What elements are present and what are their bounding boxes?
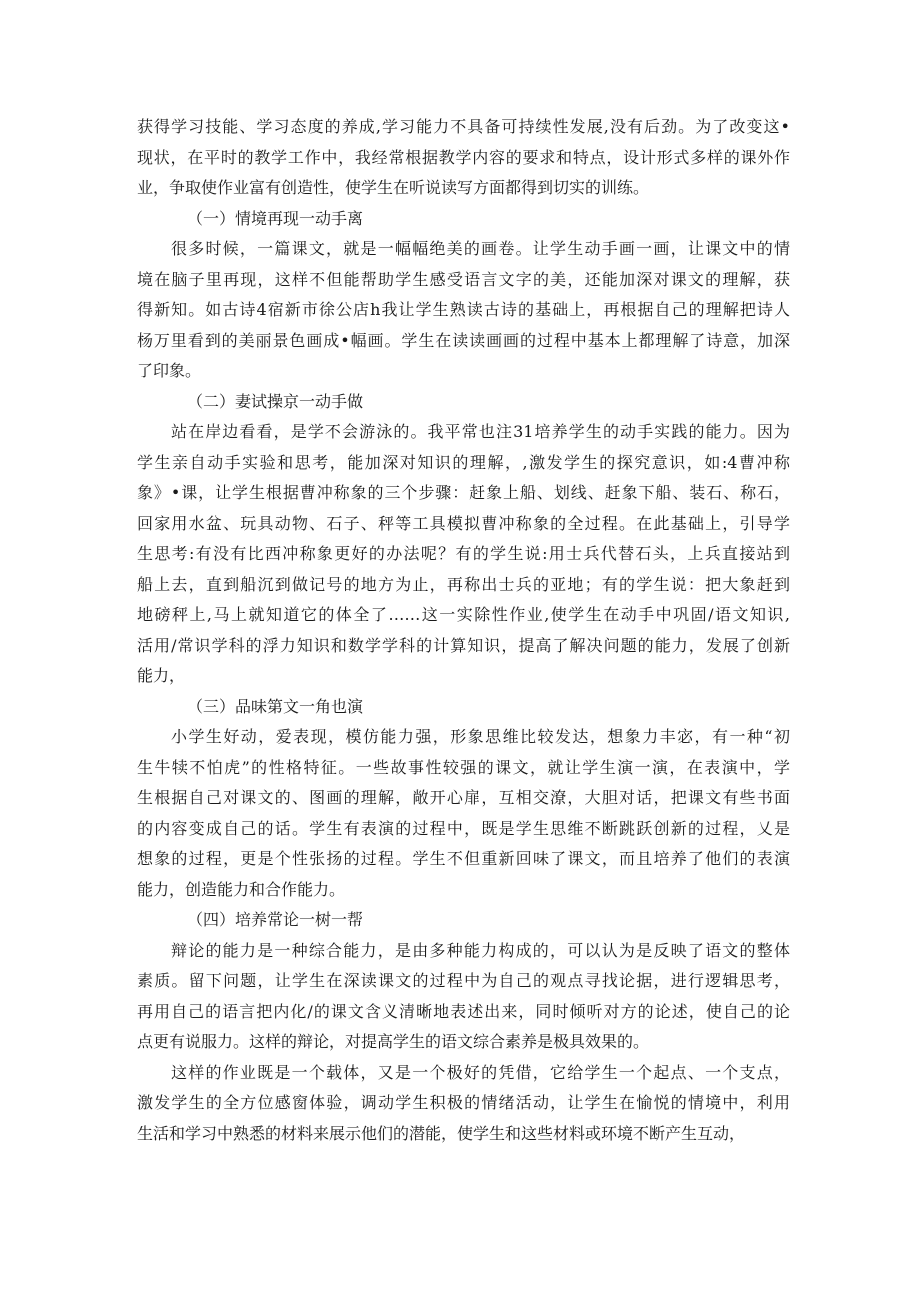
paragraph-line: 能力，创造能力和合作能力。: [137, 879, 346, 899]
paragraph-line: 回家用水盆、玩具动物、石子、秤等工具模拟曹冲称象的全过程。在此基础上，引导学: [137, 513, 790, 533]
paragraph-line: 生活和学习中熟悉的材料来展示他们的潜能，使学生和这些材料或环境不断产生互动，: [137, 1123, 746, 1143]
paragraph-line: 获得学习技能、学习态度的养成,学习能力不具备可持续性发展,没有后劲。为了改变这•: [137, 117, 790, 136]
paragraph-line: 业，争取使作业富有创造性，使学生在听说读写方面都得到切实的训练。: [137, 178, 650, 197]
paragraph-line: 得新知。如古诗4宿新市徐公店h我让学生熟读古诗的基础上，再根据自己的理解把诗人: [137, 300, 790, 319]
section-heading: [137, 905, 790, 936]
paragraph: [137, 417, 790, 692]
section-heading: [137, 204, 790, 235]
paragraph: [137, 722, 790, 905]
paragraph-line: 学生亲自动手实验和思考，能加深对知识的理解，,激发学生的探究意识，如:4曹冲称: [137, 452, 790, 472]
paragraph-line: 生牛犊不怕虎”的性格特征。一些故事性较强的课文，就让学生演一演，在表演中，学: [137, 757, 790, 777]
paragraph-line: 地磅秤上,马上就知道它的体全了……这一实除性作业,使学生在动手中巩固/语文知识,: [137, 605, 790, 624]
paragraph-line: 很多时候，一篇课文，就是一幅幅绝美的画卷。让学生动手画一画，让课文中的情: [171, 239, 790, 258]
paragraph-line: 杨万里看到的美丽景色画成•幅画。学生在读读画画的过程中基本上都理解了诗意，加深: [137, 330, 790, 350]
section-heading: [137, 692, 790, 723]
paragraph: [137, 936, 790, 1058]
paragraph: [137, 234, 790, 387]
paragraph-line: 船上去，直到船沉到做记号的地方为止，再称出士兵的亚地；有的学生说：把大象赶到: [137, 574, 790, 594]
paragraph-line: 生思考:有没有比西冲称象更好的办法呢？有的学生说:用士兵代替石头，上兵直接站到: [137, 544, 790, 563]
paragraph-line: 这样的作业既是一个载体，又是一个极好的凭借，它给学生一个起点、一个支点，: [171, 1062, 790, 1082]
paragraph-line: 境在脑子里再现，这样不但能帮助学生感受语言文字的美，还能加深对课文的理解，获: [137, 269, 790, 289]
paragraph-line: 再用自己的语言把内化/的课文含义清晰地表述出来，同时倾听对方的论述，使自己的论: [137, 1001, 790, 1021]
paragraph-line: 小学生好动，爱表现，模仿能力强，形象思维比较发达，想象力丰宓，有一种“初: [171, 727, 790, 746]
heading-text: （三）品味第文一角也演: [187, 696, 364, 716]
paragraph-line: 点更有说服力。这样的辩论，对提高学生的语文综合素养是极具效果的。: [137, 1032, 650, 1051]
paragraph: [137, 112, 790, 204]
paragraph-line: 的内容变成自己的话。学生有表演的过程中，既是学生思维不断跳跃创新的过程，乂是: [137, 818, 790, 838]
paragraph-line: 现状，在平时的教学工作中，我经常根据教学内容的要求和特点，设计形式多样的课外作: [137, 147, 790, 167]
paragraph-line: 站在岸边看看，是学不会游泳的。我平常也注31培养学生的动手实践的能力。因为: [171, 422, 790, 441]
paragraph-line: 生根据自己对课文的、图画的理解，敞开心扉，互相交潦，大胆对话，把课文有些书面: [137, 788, 790, 807]
section-heading: [137, 387, 790, 418]
paragraph-line: 素质。留下问题，让学生在深读课文的过程中为自己的观点寻找论据，进行逻辑思考，: [137, 971, 790, 990]
paragraph-line: 活用/常识学科的浮力知识和数学学科的计算知识，提高了解决问题的能力，发展了创新: [137, 635, 790, 655]
heading-text: （四）培养常论一树一帮: [187, 910, 364, 929]
paragraph-line: 了印象。: [137, 361, 202, 380]
heading-text: （二）妻试操京一动手做: [187, 391, 364, 411]
paragraph-line: 想象的过程，更是个性张扬的过程。学生不但重新回味了课文，而且培养了他们的表演: [137, 849, 790, 868]
heading-text: （一）情境再现一动手离: [187, 208, 364, 228]
paragraph-line: 能力，: [137, 666, 186, 685]
paragraph-line: 象》•课，让学生根据曹冲称象的三个步骤：赶象上船、划线、赶象下船、装石、称石，: [137, 483, 790, 502]
paragraph-line: 辩论的能力是一种综合能力，是由多种能力构成的，可以认为是反映了语文的整体: [171, 940, 790, 960]
document-body: [137, 112, 790, 1149]
paragraph: [137, 1058, 790, 1150]
paragraph-line: 激发学生的全方位感窗体验，调动学生积极的情绪活动，让学生在愉悦的情境中，利用: [137, 1093, 790, 1112]
